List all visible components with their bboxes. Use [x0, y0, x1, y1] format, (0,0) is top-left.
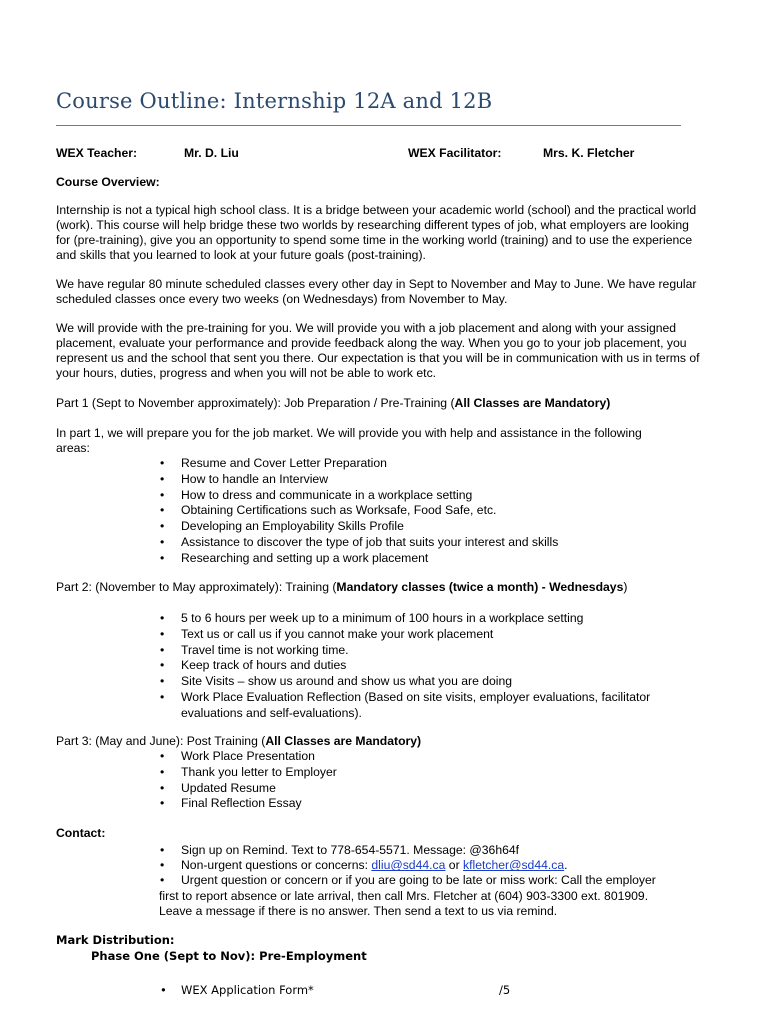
part3-heading-text: Part 3: (May and June): Post Training (: [56, 734, 266, 748]
part1-heading-text: Part 1 (Sept to November approximately): Job Preparation / Pre-Training (: [56, 396, 455, 410]
list-item: • Travel time is not working time.: [156, 643, 650, 659]
list-item: [156, 858, 716, 873]
list-item: • Resume and Cover Letter Preparation: [156, 456, 558, 472]
teacher-name: Mr. D. Liu: [184, 146, 239, 160]
text-line: Internship is not a typical high school class. It is a bridge between your academic world (school) and the practical world: [56, 203, 697, 217]
text-line: represent us and the school that sent you there. Our expectation is that you will be in communication with us in terms of: [56, 351, 700, 365]
text-line: for (pre-training), give you an opportunity to spend some time in the working world (training) and to use the experience: [56, 233, 693, 247]
list-item: • Researching and setting up a work placement: [156, 551, 558, 567]
text-line: your hours, duties, progress and when you will not be able to work etc.: [56, 366, 437, 380]
facilitator-label: WEX Facilitator:: [408, 146, 502, 160]
mark-distribution-heading: Mark Distribution:: [56, 933, 175, 947]
part2-heading: [56, 580, 726, 595]
mark-score: /5: [499, 983, 511, 997]
list-item: • Final Reflection Essay: [156, 796, 337, 812]
text-span: .: [564, 858, 568, 873]
part3-list: [156, 749, 337, 812]
list-item: • How to handle an Interview: [156, 472, 558, 488]
list-item: • Work Place Presentation: [156, 749, 337, 765]
part1-heading: [56, 396, 726, 411]
text-span: or: [445, 858, 464, 873]
email-link-fletcher[interactable]: kfletcher@sd44.ca: [463, 858, 565, 873]
text-line: • Work Place Evaluation Reflection (Based on site visits, employer evaluations, facilitator: [181, 689, 651, 704]
contact-urgent-continued: [159, 889, 648, 919]
text-line: Leave a message if there is no answer. Then send a text to us via remind.: [159, 904, 558, 919]
text-line: placement, evaluate your performance and provide feedback along the way. When you go to your job placement, you: [56, 336, 687, 350]
part1-list: [156, 456, 558, 567]
text-line: scheduled classes once every two weeks (on Wednesdays) from November to May.: [56, 292, 508, 306]
text-line: (work). This course will help bridge these two worlds by researching different types of job, what employers are looking: [56, 218, 689, 232]
text-line: We will provide with the pre-training for you. We will provide you with a job placement and along with your assigned: [56, 321, 677, 335]
text-span: Non-urgent questions or concerns:: [181, 858, 372, 873]
teacher-label: WEX Teacher:: [56, 146, 138, 160]
part3-heading-bold: All Classes are Mandatory): [265, 734, 422, 748]
list-item: • Urgent question or concern or if you are going to be late or miss work: Call the employer: [156, 873, 716, 888]
overview-paragraph-1: [56, 203, 726, 263]
text-line: and skills that you learned to look at your future goals (post-training).: [56, 248, 426, 262]
text-line: evaluations and self-evaluations).: [181, 705, 362, 720]
phase-one-heading: Phase One (Sept to Nov): Pre-Employment: [91, 949, 367, 963]
list-item: • 5 to 6 hours per week up to a minimum of 100 hours in a workplace setting: [156, 611, 650, 627]
list-item: [156, 690, 650, 722]
list-item: • Text us or call us if you cannot make your work placement: [156, 627, 650, 643]
part1-intro: [56, 426, 726, 456]
list-item: • Sign up on Remind. Text to 778-654-5571. Message: @36h64f: [156, 843, 716, 858]
list-item: • Developing an Employability Skills Profile: [156, 519, 558, 535]
text-line: areas:: [56, 441, 90, 455]
part2-list: [156, 611, 650, 722]
overview-paragraph-3: [56, 321, 726, 381]
contact-heading: Contact:: [56, 826, 106, 840]
part2-heading-end: ): [623, 580, 628, 594]
list-item: • Updated Resume: [156, 781, 337, 797]
page-title: Course Outline: Internship 12A and 12B: [56, 89, 493, 113]
part3-heading: [56, 734, 726, 749]
list-item: • Assistance to discover the type of job that suits your interest and skills: [156, 535, 558, 551]
overview-heading: Course Overview:: [56, 175, 160, 189]
list-item: • Thank you letter to Employer: [156, 765, 337, 781]
title-underline: [56, 125, 681, 126]
part1-heading-bold: All Classes are Mandatory): [454, 396, 611, 410]
list-item: • How to dress and communicate in a workplace setting: [156, 488, 558, 504]
text-line: first to report absence or late arrival, then call Mrs. Fletcher at (604) 903-3300 ext. 801909.: [159, 889, 649, 903]
overview-paragraph-2: [56, 277, 726, 307]
list-item: • Obtaining Certifications such as Worksafe, Food Safe, etc.: [156, 503, 558, 519]
part2-heading-text: Part 2: (November to May approximately): Training (: [56, 580, 337, 594]
text-line: In part 1, we will prepare you for the job market. We will provide you with help and assistance in the following: [56, 426, 642, 440]
list-item: • Keep track of hours and duties: [156, 658, 650, 674]
contact-list: [156, 843, 716, 889]
part2-heading-bold: Mandatory classes (twice a month) - Wednesdays: [336, 580, 624, 594]
list-item: • WEX Application Form*: [156, 983, 314, 998]
list-item: • Site Visits – show us around and show us what you are doing: [156, 674, 650, 690]
facilitator-name: Mrs. K. Fletcher: [543, 146, 635, 160]
email-link-liu[interactable]: dliu@sd44.ca: [371, 858, 446, 873]
mark-list: [156, 983, 314, 998]
text-line: We have regular 80 minute scheduled classes every other day in Sept to November and May to June. We have regular: [56, 277, 697, 291]
